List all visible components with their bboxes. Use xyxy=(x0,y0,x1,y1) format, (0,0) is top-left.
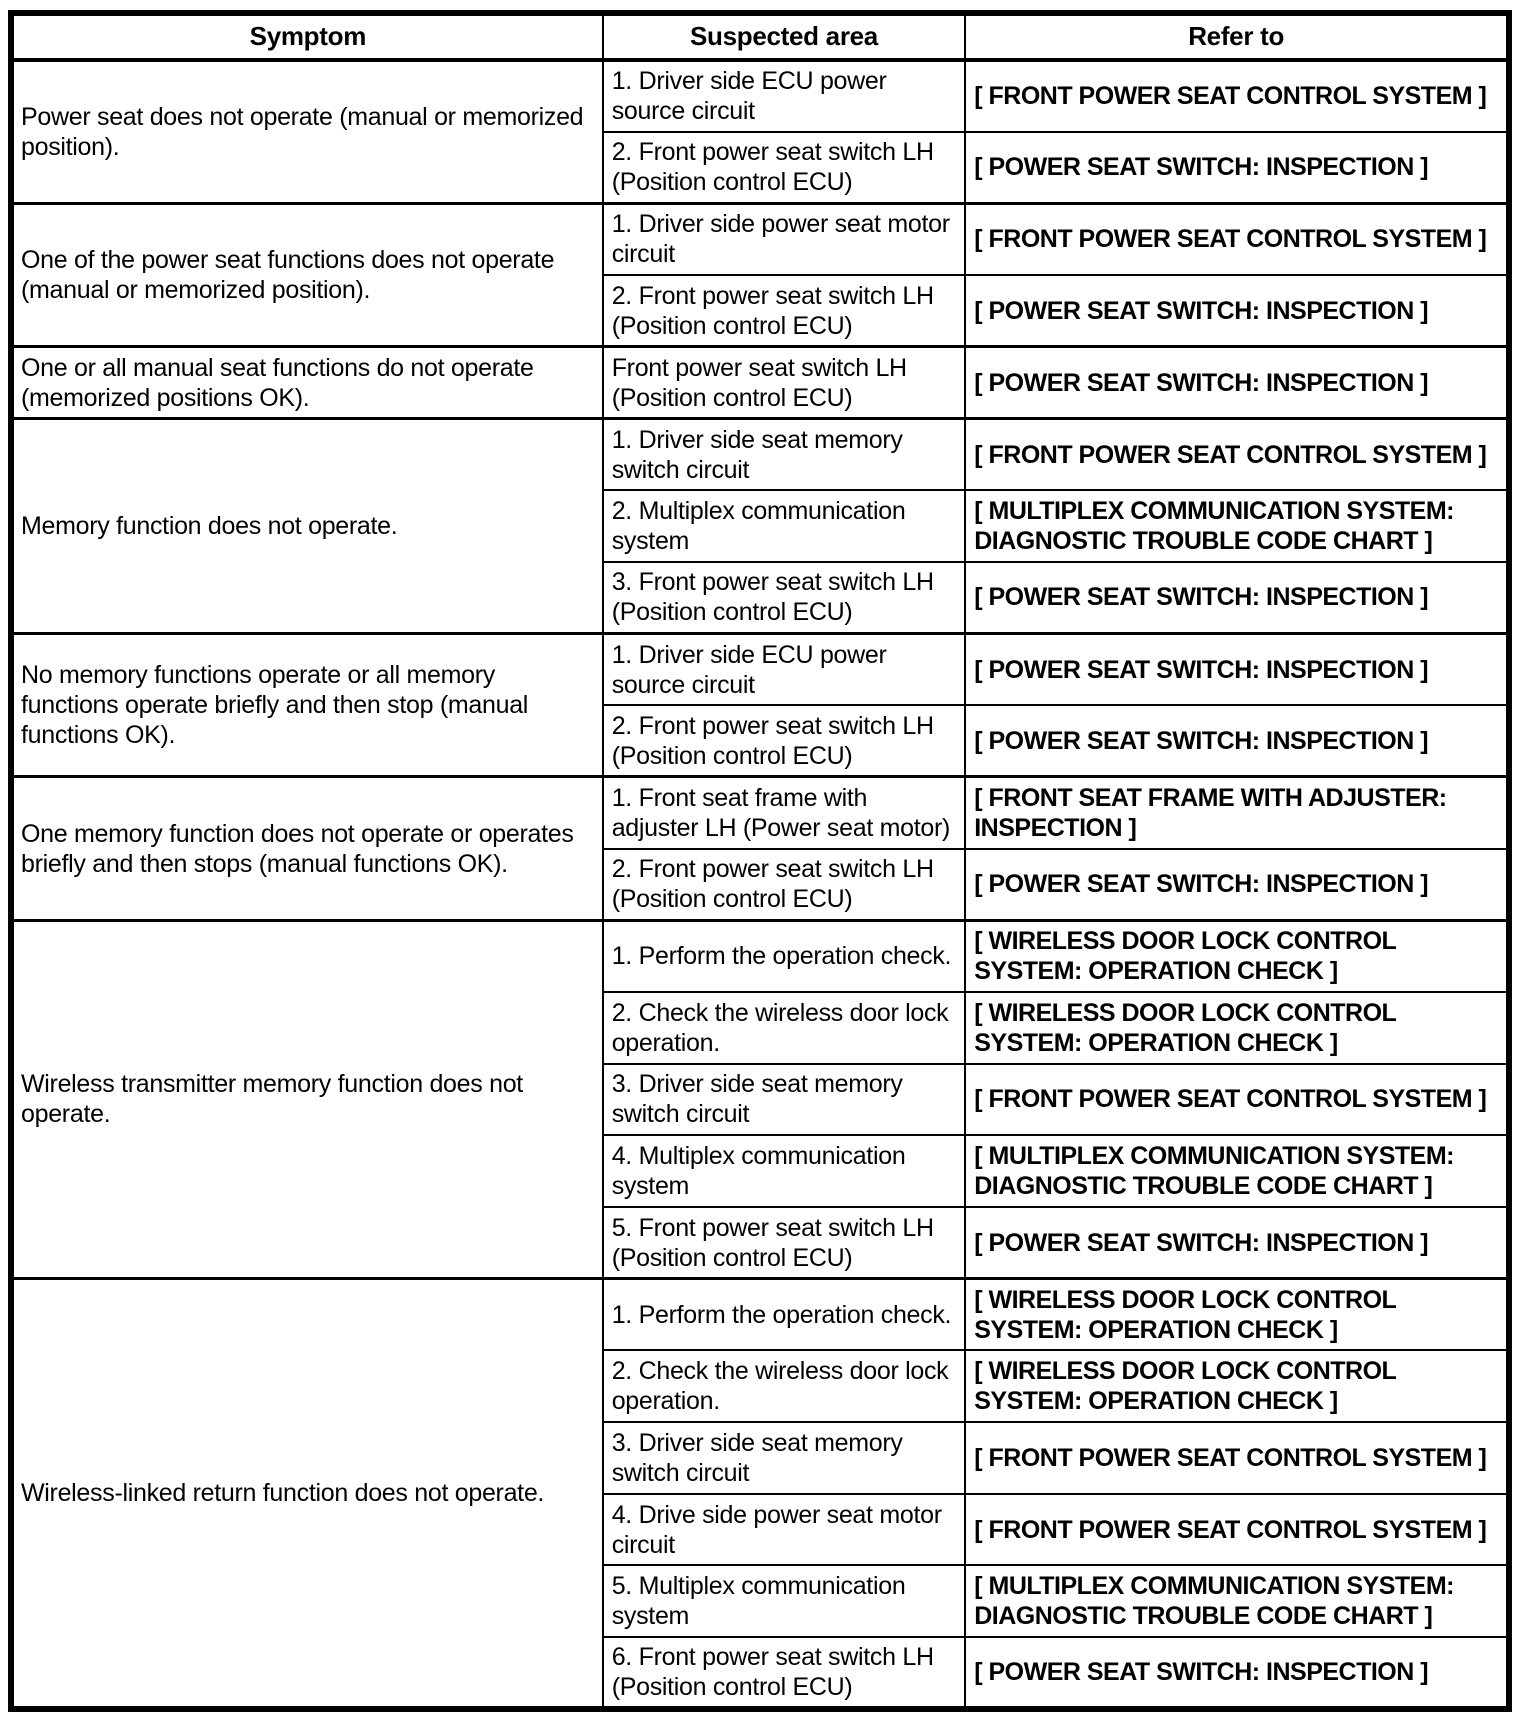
symptom-cell: Wireless-linked return function does not operate. xyxy=(11,1279,603,1709)
refer-to-cell: [ POWER SEAT SWITCH: INSPECTION ] xyxy=(965,275,1509,347)
column-header-symptom: Symptom xyxy=(11,13,603,60)
suspected-area-cell: 2. Check the wireless door lock operation. xyxy=(603,992,966,1064)
suspected-area-cell: 5. Multiplex communication system xyxy=(603,1565,966,1637)
symptom-cell: No memory functions operate or all memory functions operate briefly and then stop (manual functions OK). xyxy=(11,634,603,777)
suspected-area-cell: 3. Driver side seat memory switch circuit xyxy=(603,1422,966,1494)
suspected-area-cell: 2. Check the wireless door lock operation. xyxy=(603,1350,966,1422)
table-row xyxy=(11,203,1509,275)
symptom-cell: One memory function does not operate or operates briefly and then stops (manual functions OK). xyxy=(11,777,603,920)
refer-to-cell: [ POWER SEAT SWITCH: INSPECTION ] xyxy=(965,849,1509,921)
refer-to-cell: [ POWER SEAT SWITCH: INSPECTION ] xyxy=(965,347,1509,419)
suspected-area-cell: 1. Perform the operation check. xyxy=(603,1279,966,1351)
refer-to-cell: [ POWER SEAT SWITCH: INSPECTION ] xyxy=(965,1637,1509,1709)
refer-to-cell: [ FRONT POWER SEAT CONTROL SYSTEM ] xyxy=(965,1494,1509,1566)
table-row xyxy=(11,418,1509,490)
refer-to-cell: [ POWER SEAT SWITCH: INSPECTION ] xyxy=(965,132,1509,204)
refer-to-cell: [ POWER SEAT SWITCH: INSPECTION ] xyxy=(965,634,1509,706)
symptom-cell: Power seat does not operate (manual or memorized position). xyxy=(11,60,603,203)
suspected-area-cell: 1. Perform the operation check. xyxy=(603,920,966,992)
suspected-area-cell: 1. Front seat frame with adjuster LH (Power seat motor) xyxy=(603,777,966,849)
suspected-area-cell: Front power seat switch LH (Position control ECU) xyxy=(603,347,966,419)
refer-to-cell: [ FRONT SEAT FRAME WITH ADJUSTER: INSPECTION ] xyxy=(965,777,1509,849)
refer-to-cell: [ WIRELESS DOOR LOCK CONTROL SYSTEM: OPERATION CHECK ] xyxy=(965,1350,1509,1422)
suspected-area-cell: 1. Driver side ECU power source circuit xyxy=(603,60,966,132)
suspected-area-cell: 1. Driver side power seat motor circuit xyxy=(603,203,966,275)
suspected-area-cell: 3. Front power seat switch LH (Position control ECU) xyxy=(603,562,966,634)
table-row xyxy=(11,1279,1509,1351)
suspected-area-cell: 3. Driver side seat memory switch circuit xyxy=(603,1064,966,1136)
table-row xyxy=(11,634,1509,706)
suspected-area-cell: 2. Front power seat switch LH (Position control ECU) xyxy=(603,275,966,347)
refer-to-cell: [ FRONT POWER SEAT CONTROL SYSTEM ] xyxy=(965,203,1509,275)
suspected-area-cell: 2. Multiplex communication system xyxy=(603,490,966,562)
refer-to-cell: [ FRONT POWER SEAT CONTROL SYSTEM ] xyxy=(965,60,1509,132)
refer-to-cell: [ WIRELESS DOOR LOCK CONTROL SYSTEM: OPERATION CHECK ] xyxy=(965,920,1509,992)
refer-to-cell: [ WIRELESS DOOR LOCK CONTROL SYSTEM: OPERATION CHECK ] xyxy=(965,992,1509,1064)
suspected-area-cell: 5. Front power seat switch LH (Position control ECU) xyxy=(603,1207,966,1279)
table-row xyxy=(11,60,1509,132)
refer-to-cell: [ POWER SEAT SWITCH: INSPECTION ] xyxy=(965,705,1509,777)
refer-to-cell: [ POWER SEAT SWITCH: INSPECTION ] xyxy=(965,1207,1509,1279)
diagnostic-symptom-table xyxy=(8,10,1512,1712)
refer-to-cell: [ MULTIPLEX COMMUNICATION SYSTEM: DIAGNOSTIC TROUBLE CODE CHART ] xyxy=(965,1565,1509,1637)
refer-to-cell: [ MULTIPLEX COMMUNICATION SYSTEM: DIAGNOSTIC TROUBLE CODE CHART ] xyxy=(965,1135,1509,1207)
suspected-area-cell: 2. Front power seat switch LH (Position control ECU) xyxy=(603,705,966,777)
column-header-refer-to: Refer to xyxy=(965,13,1509,60)
refer-to-cell: [ FRONT POWER SEAT CONTROL SYSTEM ] xyxy=(965,1064,1509,1136)
refer-to-cell: [ WIRELESS DOOR LOCK CONTROL SYSTEM: OPERATION CHECK ] xyxy=(965,1279,1509,1351)
table-row xyxy=(11,347,1509,419)
table-row xyxy=(11,777,1509,849)
suspected-area-cell: 6. Front power seat switch LH (Position control ECU) xyxy=(603,1637,966,1709)
table-row xyxy=(11,920,1509,992)
symptom-cell: One of the power seat functions does not operate (manual or memorized position). xyxy=(11,203,603,346)
suspected-area-cell: 1. Driver side ECU power source circuit xyxy=(603,634,966,706)
symptom-cell: Wireless transmitter memory function does not operate. xyxy=(11,920,603,1278)
symptom-cell: Memory function does not operate. xyxy=(11,418,603,633)
suspected-area-cell: 2. Front power seat switch LH (Position control ECU) xyxy=(603,849,966,921)
header-row xyxy=(11,13,1509,60)
refer-to-cell: [ FRONT POWER SEAT CONTROL SYSTEM ] xyxy=(965,418,1509,490)
suspected-area-cell: 2. Front power seat switch LH (Position control ECU) xyxy=(603,132,966,204)
suspected-area-cell: 4. Multiplex communication system xyxy=(603,1135,966,1207)
suspected-area-cell: 1. Driver side seat memory switch circuit xyxy=(603,418,966,490)
symptom-cell: One or all manual seat functions do not operate (memorized positions OK). xyxy=(11,347,603,419)
refer-to-cell: [ POWER SEAT SWITCH: INSPECTION ] xyxy=(965,562,1509,634)
refer-to-cell: [ FRONT POWER SEAT CONTROL SYSTEM ] xyxy=(965,1422,1509,1494)
suspected-area-cell: 4. Drive side power seat motor circuit xyxy=(603,1494,966,1566)
column-header-suspected-area: Suspected area xyxy=(603,13,966,60)
refer-to-cell: [ MULTIPLEX COMMUNICATION SYSTEM: DIAGNOSTIC TROUBLE CODE CHART ] xyxy=(965,490,1509,562)
